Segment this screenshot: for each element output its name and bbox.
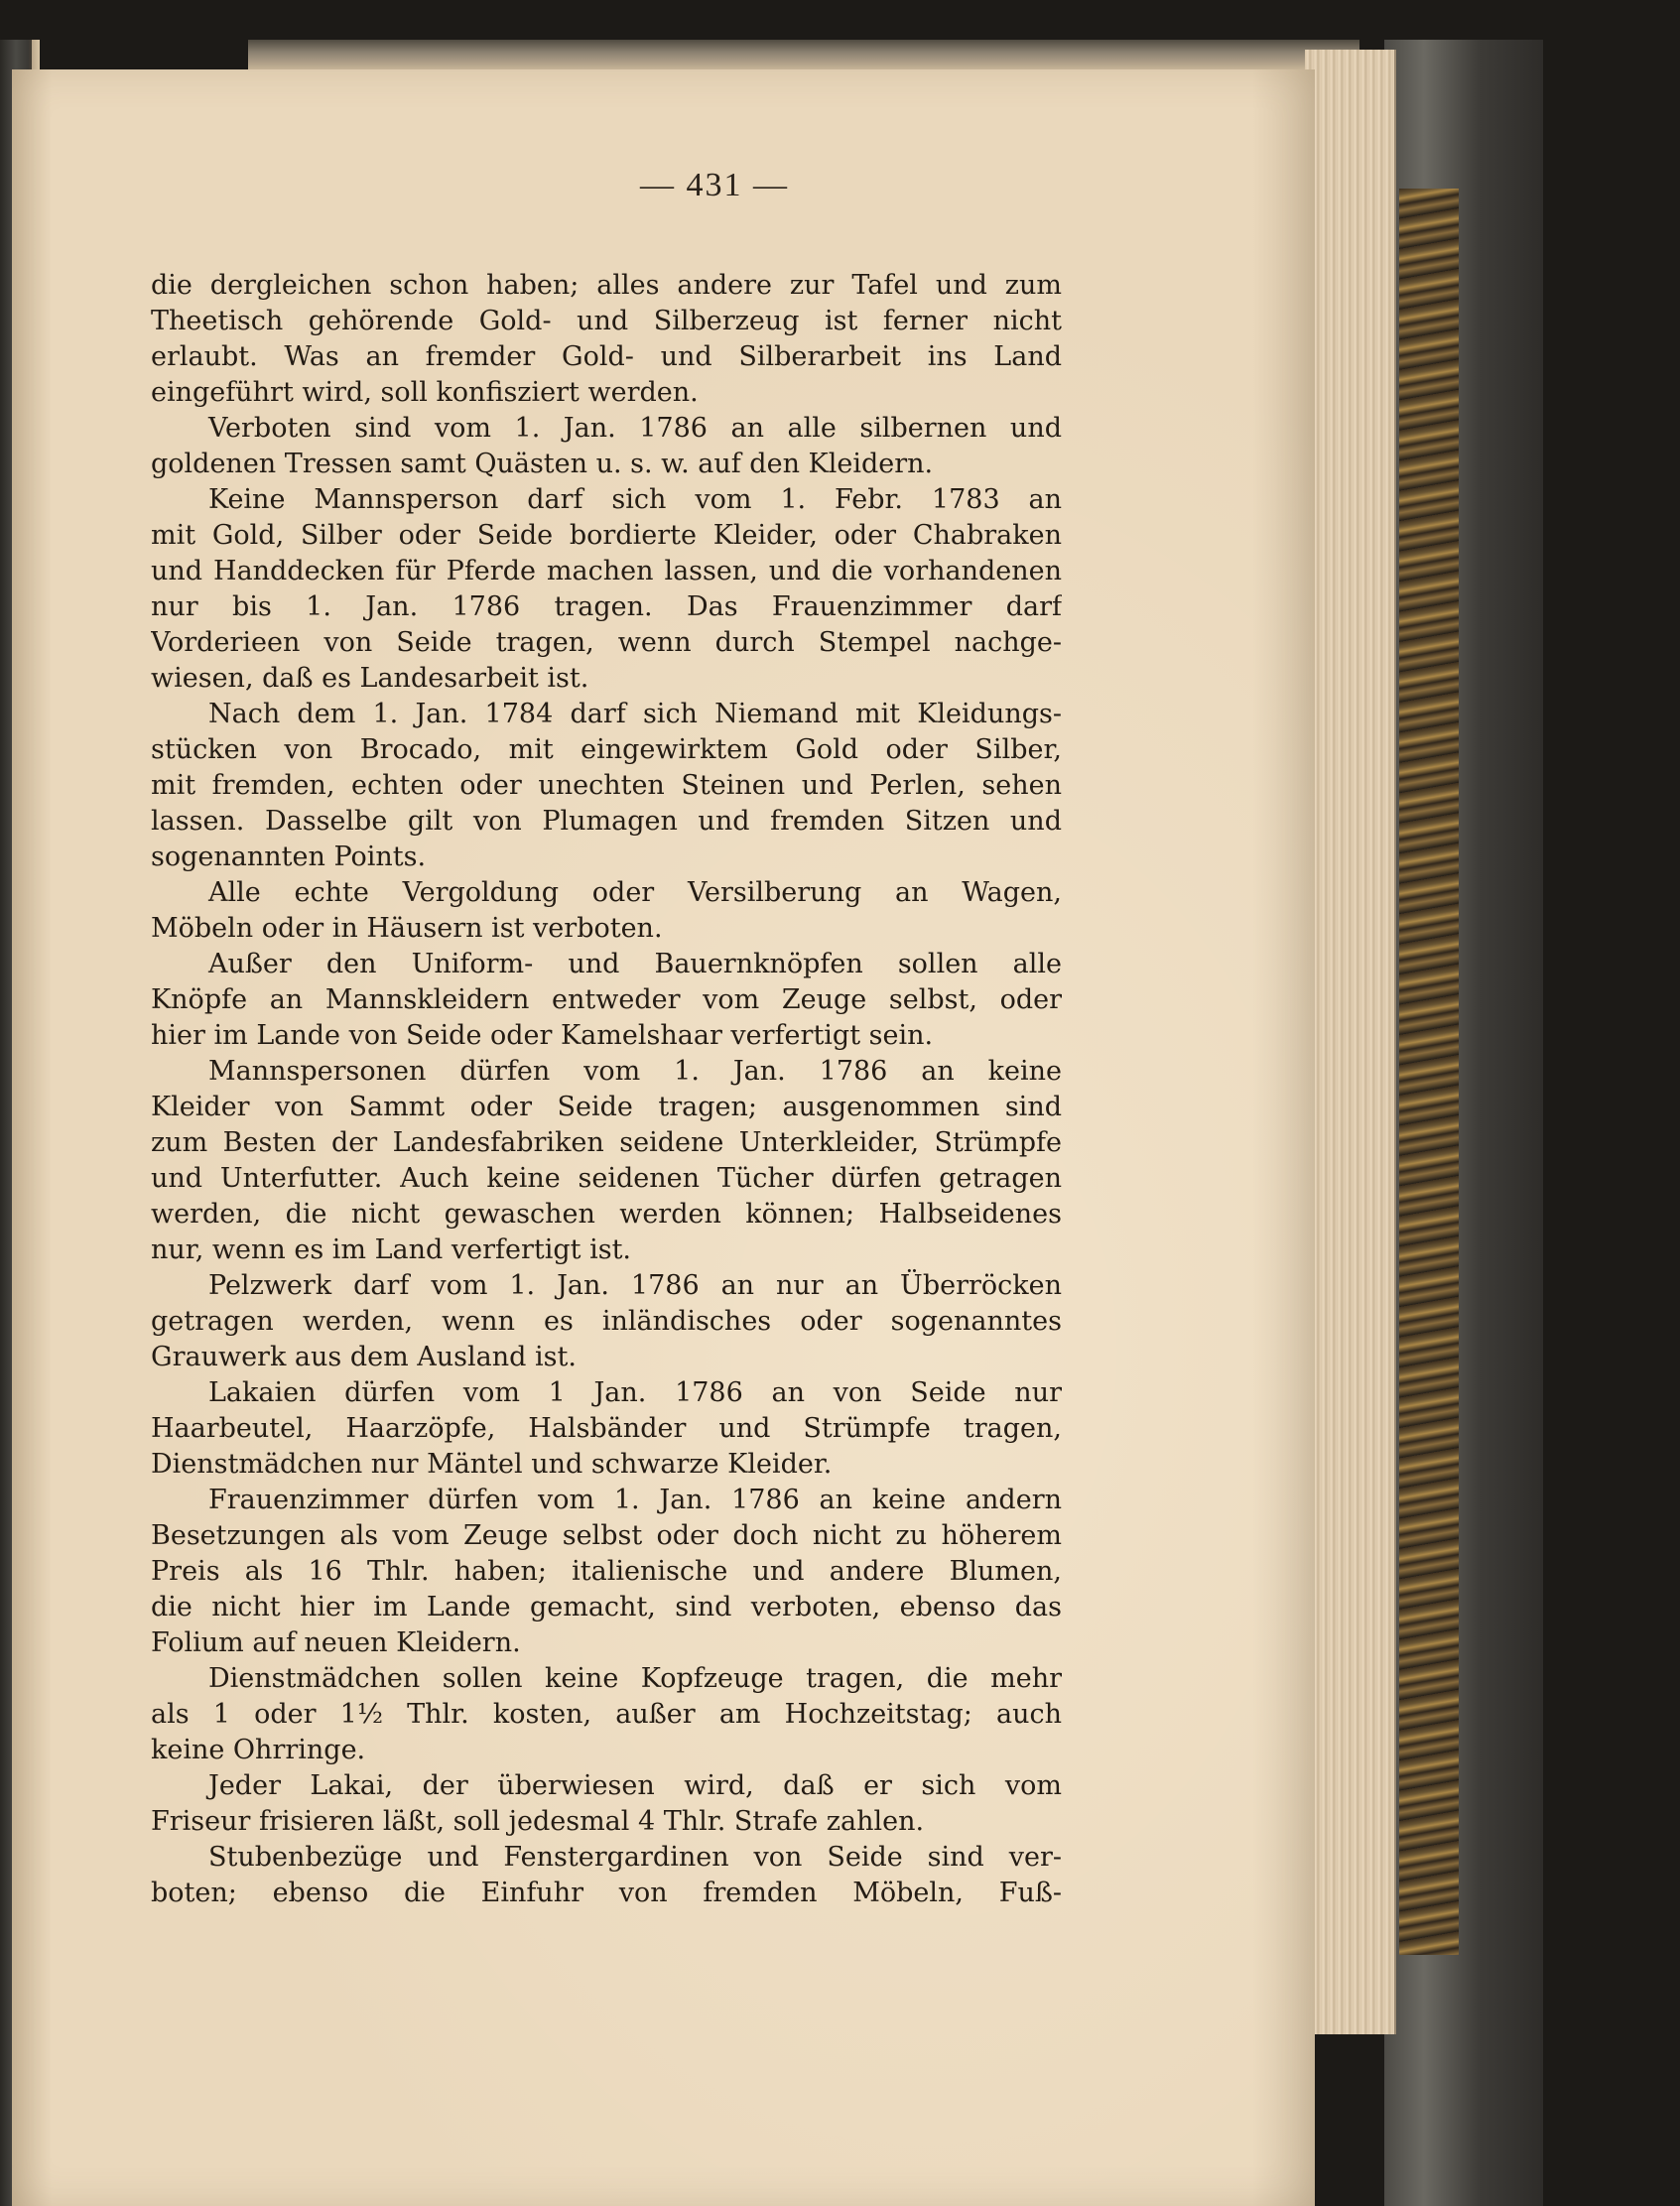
text-line: Jeder Lakai, der überwiesen wird, daß er sich vom [208, 1770, 1062, 1801]
text-line: nur, wenn es im Land verfertigt ist. [151, 1234, 631, 1265]
text-line: Verboten sind vom 1. Jan. 1786 an alle silbernen und [208, 413, 1062, 444]
text-line: Keine Mannsperson darf sich vom 1. Febr. 1783 an [208, 484, 1062, 515]
text-line: Folium auf neuen Kleidern. [151, 1627, 521, 1658]
text-line: Friseur frisieren läßt, soll jedesmal 4 Thlr. Strafe zahlen. [151, 1806, 925, 1837]
text-line: zum Besten der Landesfabriken seidene Unterkleider, Strümpfe [151, 1127, 1062, 1158]
text-line: sogenannten Points. [151, 842, 427, 872]
text-line: getragen werden, wenn es inländisches oder sogenanntes [151, 1306, 1062, 1337]
body-text [151, 268, 1062, 1911]
text-line: keine Ohrringe. [151, 1735, 366, 1765]
text-line: Dienstmädchen nur Mäntel und schwarze Kleider. [151, 1449, 833, 1480]
text-line: Knöpfe an Mannskleidern entweder vom Zeuge selbst, oder [151, 984, 1062, 1015]
text-line: die dergleichen schon haben; alles andere zur Tafel und zum [151, 270, 1062, 301]
text-line: werden, die nicht gewaschen werden können; Halbseidenes [151, 1199, 1062, 1230]
text-line: stücken von Brocado, mit eingewirktem Gold oder Silber, [151, 734, 1062, 765]
text-line: boten; ebenso die Einfuhr von fremden Möbeln, Fuß- [151, 1878, 1062, 1908]
text-line: Grauwerk aus dem Ausland ist. [151, 1342, 577, 1372]
text-line: hier im Lande von Seide oder Kamelshaar verfertigt sein. [151, 1020, 934, 1051]
text-line: Besetzungen als vom Zeuge selbst oder doch nicht zu höherem [151, 1520, 1062, 1551]
text-line: mit fremden, echten oder unechten Steinen und Perlen, sehen [151, 770, 1062, 801]
text-line: Haarbeutel, Haarzöpfe, Halsbänder und Strümpfe tragen, [151, 1413, 1062, 1444]
text-line: Stubenbezüge und Fenstergardinen von Seide sind ver- [208, 1842, 1062, 1873]
text-line: wiesen, daß es Landesarbeit ist. [151, 663, 589, 694]
text-line: Lakaien dürfen vom 1 Jan. 1786 an von Seide nur [208, 1377, 1062, 1408]
marbled-endpaper [1399, 189, 1459, 1955]
text-line: Alle echte Vergoldung oder Versilberung an Wagen, [208, 877, 1062, 908]
text-line: Preis als 16 Thlr. haben; italienische und andere Blumen, [151, 1556, 1062, 1587]
text-line: eingeführt wird, soll konfisziert werden. [151, 377, 699, 408]
text-line: Dienstmädchen sollen keine Kopfzeuge tragen, die mehr [208, 1663, 1062, 1694]
text-line: Mannspersonen dürfen vom 1. Jan. 1786 an keine [208, 1056, 1062, 1087]
text-line: und Unterfutter. Auch keine seidenen Tücher dürfen getragen [151, 1163, 1062, 1194]
page-number: — 431 — [640, 167, 789, 203]
text-line: Außer den Uniform- und Bauernknöpfen sollen alle [208, 949, 1062, 979]
page-stack-edges [1305, 50, 1396, 2034]
text-line: Frauenzimmer dürfen vom 1. Jan. 1786 an keine andern [208, 1485, 1062, 1515]
text-line: Möbeln oder in Häusern ist verboten. [151, 913, 663, 944]
top-page-edge [248, 40, 1359, 71]
text-line: mit Gold, Silber oder Seide bordierte Kleider, oder Chabraken [151, 520, 1062, 551]
text-line: als 1 oder 1½ Thlr. kosten, außer am Hochzeitstag; auch [151, 1699, 1062, 1730]
text-line: nur bis 1. Jan. 1786 tragen. Das Frauenzimmer darf [151, 591, 1062, 622]
text-line: erlaubt. Was an fremder Gold- und Silberarbeit ins Land [151, 341, 1062, 372]
text-line: Pelzwerk darf vom 1. Jan. 1786 an nur an Überröcken [208, 1270, 1062, 1301]
text-line: Nach dem 1. Jan. 1784 darf sich Niemand mit Kleidungs- [208, 699, 1062, 729]
text-line: Kleider von Sammt oder Seide tragen; ausgenommen sind [151, 1092, 1062, 1122]
text-line: Vorderieen von Seide tragen, wenn durch Stempel nachge- [151, 627, 1062, 658]
text-line: Theetisch gehörende Gold- und Silberzeug ist ferner nicht [151, 306, 1062, 336]
text-line: und Handdecken für Pferde machen lassen, und die vorhandenen [151, 556, 1062, 586]
text-line: goldenen Tressen samt Quästen u. s. w. auf den Kleidern. [151, 449, 934, 479]
text-line: lassen. Dasselbe gilt von Plumagen und fremden Sitzen und [151, 806, 1062, 837]
text-line: die nicht hier im Lande gemacht, sind verboten, ebenso das [151, 1592, 1062, 1622]
